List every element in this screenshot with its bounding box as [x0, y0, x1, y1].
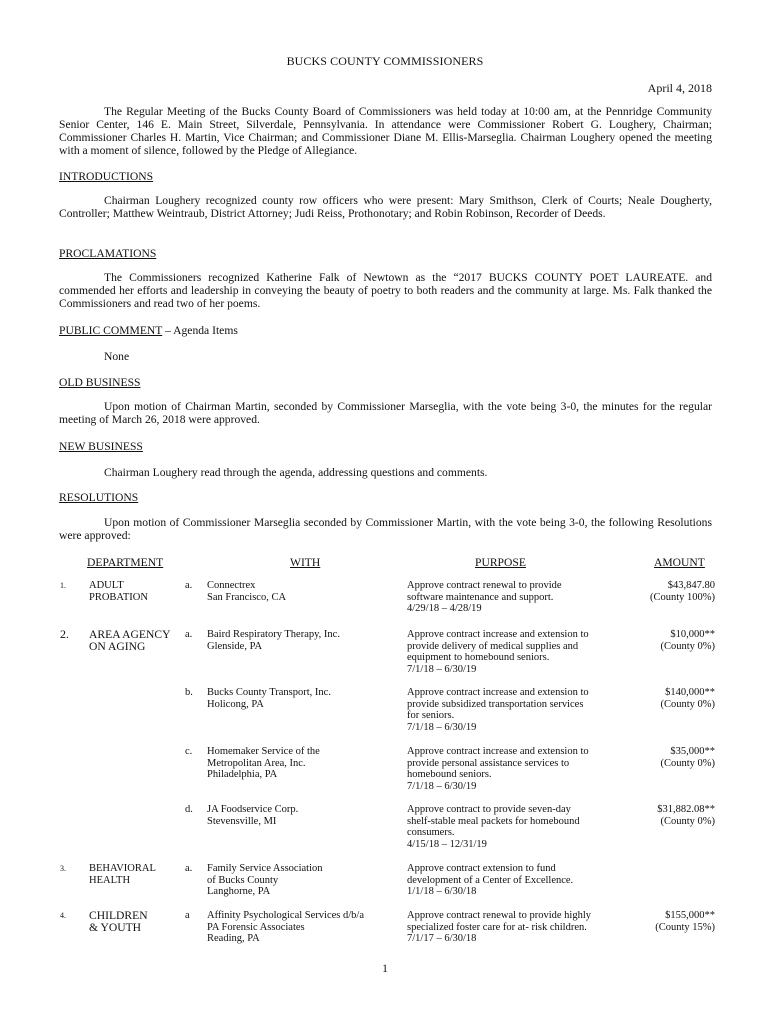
amount-cell	[616, 580, 715, 603]
page-number: 1	[382, 962, 388, 975]
department-line: PROBATION	[89, 591, 148, 603]
purpose-line: Approve contract increase and extension to	[407, 746, 589, 757]
purpose-line: 4/29/18 – 4/28/19	[407, 603, 482, 615]
column-header-with: WITH	[290, 556, 321, 569]
with-line: Bucks County Transport, Inc.	[207, 687, 331, 698]
with-line: Family Service Association	[207, 863, 323, 874]
with-line: Metropolitan Area, Inc.	[207, 757, 306, 769]
with-cell	[207, 910, 405, 945]
with-line: Homemaker Service of the	[207, 746, 320, 757]
purpose-line: homebound seniors.	[407, 769, 492, 781]
amount-line: (County 0%)	[660, 640, 715, 652]
amount-cell	[616, 804, 715, 827]
purpose-line: 1/1/18 – 6/30/18	[407, 886, 477, 898]
introductions-heading: INTRODUCTIONS	[59, 170, 154, 183]
document-title: BUCKS COUNTY COMMISSIONERS	[286, 54, 484, 68]
with-line: Langhorne, PA	[207, 886, 271, 898]
amount-line: $140,000**	[665, 687, 715, 698]
amount-line: (County 100%)	[649, 591, 715, 603]
item-letter: c.	[185, 746, 193, 757]
with-cell	[207, 863, 405, 898]
with-cell	[207, 804, 405, 827]
purpose-line: provide personal assistance services to	[407, 757, 570, 769]
meeting-date: April 4, 2018	[647, 81, 712, 95]
purpose-line: 7/1/18 – 6/30/19	[407, 781, 477, 793]
amount-line: (County 0%)	[660, 698, 715, 710]
with-line: Affinity Psychological Services d/b/a	[207, 910, 364, 921]
department-line: ON AGING	[89, 639, 146, 653]
with-cell	[207, 687, 405, 710]
purpose-cell	[407, 687, 629, 734]
amount-cell	[616, 629, 715, 652]
row-number: 4.	[60, 911, 66, 920]
purpose-line: Approve contract renewal to provide	[407, 580, 562, 591]
amount-cell	[616, 687, 715, 710]
purpose-line: provide subsidized transportation services	[407, 698, 584, 710]
with-cell	[207, 629, 405, 652]
with-line: San Francisco, CA	[207, 591, 287, 603]
item-letter: b.	[185, 687, 193, 698]
with-cell	[207, 746, 405, 781]
amount-line: (County 0%)	[660, 757, 715, 769]
new-business-text: Chairman Loughery read through the agenda, addressing questions and comments.	[104, 466, 488, 479]
row-number: 3.	[60, 864, 66, 873]
with-line: Holicong, PA	[207, 698, 264, 710]
amount-line: $10,000**	[670, 629, 715, 640]
row-number: 1.	[60, 581, 66, 590]
column-header-purpose: PURPOSE	[475, 556, 526, 569]
department-cell	[89, 629, 181, 652]
purpose-line: 7/1/18 – 6/30/19	[407, 722, 477, 734]
department-line: BEHAVIORAL	[89, 863, 156, 874]
item-letter: a.	[185, 863, 193, 874]
with-line: Baird Respiratory Therapy, Inc.	[207, 629, 340, 640]
purpose-cell	[407, 910, 629, 945]
purpose-cell	[407, 629, 629, 676]
resolutions-heading: RESOLUTIONS	[59, 491, 139, 504]
old-business-heading: OLD BUSINESS	[59, 376, 141, 389]
department-line: CHILDREN	[89, 909, 148, 922]
amount-line: (County 0%)	[660, 815, 715, 827]
with-line: Glenside, PA	[207, 640, 263, 652]
amount-cell	[616, 910, 715, 933]
amount-line: $155,000**	[665, 910, 715, 921]
purpose-line: specialized foster care for at- risk children.	[407, 921, 587, 933]
department-line: & YOUTH	[89, 920, 142, 934]
purpose-line: provide delivery of medical supplies and	[407, 640, 579, 652]
intro-paragraph: The Regular Meeting of the Bucks County Board of Commissioners was held today at 10:00 am, at the Pennridge Community Senior Center, 146 E. Main Street, Silverdale, Pennsylvania. In attendance were Commissioner Robert G. Loughery, Chairman; Commissioner Charles H. Martin, Vice Chairman; and Commissioner Diane M. Ellis-Marseglia. Chairman Loughery opened the meeting with a moment of silence, followed by the Pledge of Allegiance.	[59, 105, 712, 157]
purpose-line: Approve contract to provide seven-day	[407, 804, 571, 815]
purpose-line: Approve contract extension to fund	[407, 863, 556, 874]
with-line: PA Forensic Associates	[207, 921, 305, 933]
purpose-cell	[407, 746, 629, 793]
purpose-cell	[407, 863, 629, 898]
new-business-heading: NEW BUSINESS	[59, 440, 143, 453]
with-line: Stevensville, MI	[207, 815, 277, 827]
proclamations-paragraph: The Commissioners recognized Katherine Falk of Newtown as the “2017 BUCKS COUNTY POET LAUREATE. and commended her efforts and leadership in conveying the beauty of poetry to both readers and the community at large. Ms. Falk thanked the Commissioners and read two of her poems.	[59, 271, 712, 310]
public-comment-suffix: – Agenda Items	[162, 324, 238, 337]
purpose-line: equipment to homebound seniors.	[407, 652, 550, 664]
introductions-paragraph: Chairman Loughery recognized county row officers who were present: Mary Smithson, Clerk of Courts; Neale Dougherty, Controller; Matthew Weintraub, District Attorney; Judi Reiss, Prothonotary; and Robin Robinson, Recorder of Deeds.	[59, 194, 712, 220]
purpose-line: software maintenance and support.	[407, 591, 554, 603]
public-comment-heading	[59, 324, 238, 337]
resolutions-paragraph: Upon motion of Commissioner Marseglia seconded by Commissioner Martin, with the vote being 3-0, the following Resolutions were approved:	[59, 516, 712, 542]
column-header-department: DEPARTMENT	[87, 556, 164, 569]
department-line: HEALTH	[89, 874, 131, 886]
public-comment-title: PUBLIC COMMENT	[59, 324, 163, 337]
amount-line: $43,847.80	[667, 580, 715, 591]
with-line: Connectrex	[207, 580, 256, 591]
item-letter: a.	[185, 629, 193, 640]
item-letter: a	[185, 910, 190, 921]
column-header-amount: AMOUNT	[654, 556, 705, 569]
purpose-line: 7/1/18 – 6/30/19	[407, 664, 477, 676]
item-letter: a.	[185, 580, 193, 591]
purpose-line: 4/15/18 – 12/31/19	[407, 839, 487, 851]
department-line: AREA AGENCY	[89, 628, 171, 641]
department-cell	[89, 863, 181, 886]
old-business-paragraph: Upon motion of Chairman Martin, seconded by Commissioner Marseglia, with the vote being 3-0, the minutes for the regular meeting of March 26, 2018 were approved.	[59, 400, 712, 426]
purpose-line: for seniors.	[407, 710, 455, 722]
amount-line: (County 15%)	[655, 921, 715, 933]
public-comment-text: None	[104, 350, 130, 363]
purpose-line: development of a Center of Excellence.	[407, 874, 574, 886]
purpose-line: consumers.	[407, 827, 455, 839]
with-line: Reading, PA	[207, 933, 260, 945]
with-cell	[207, 580, 405, 603]
purpose-cell	[407, 580, 629, 615]
row-number: 2.	[60, 627, 69, 641]
purpose-line: Approve contract increase and extension to	[407, 687, 589, 698]
with-line: JA Foodservice Corp.	[207, 804, 299, 815]
item-letter: d.	[185, 804, 193, 815]
department-line: ADULT	[89, 580, 124, 591]
amount-line: $35,000**	[670, 746, 715, 757]
with-line: of Bucks County	[207, 874, 279, 886]
amount-cell	[616, 746, 715, 769]
purpose-line: 7/1/17 – 6/30/18	[407, 933, 477, 945]
with-line: Philadelphia, PA	[207, 769, 278, 781]
department-cell	[89, 910, 181, 933]
purpose-line: shelf-stable meal packets for homebound	[407, 815, 580, 827]
proclamations-heading: PROCLAMATIONS	[59, 247, 157, 260]
department-cell	[89, 580, 181, 603]
purpose-cell	[407, 804, 629, 851]
purpose-line: Approve contract renewal to provide highly	[407, 910, 591, 921]
amount-line: $31,882.08**	[657, 804, 715, 815]
purpose-line: Approve contract increase and extension to	[407, 629, 589, 640]
